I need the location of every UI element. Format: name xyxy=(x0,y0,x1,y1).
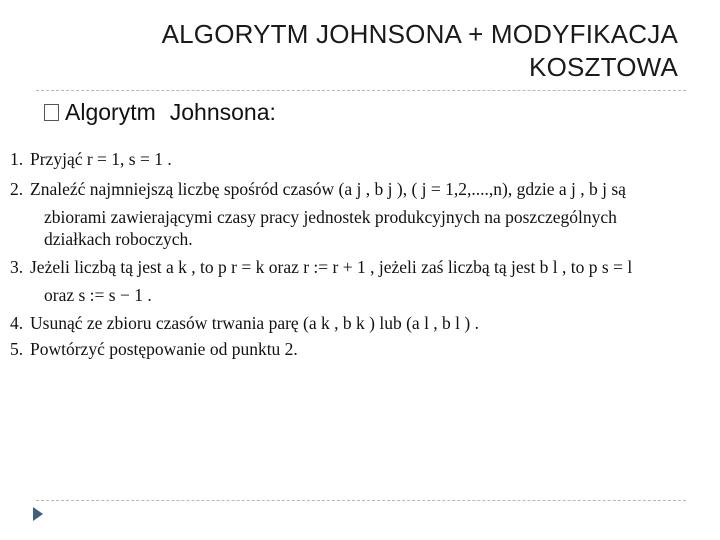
step-text: Powtórzyć postępowanie od punktu 2. xyxy=(30,339,298,359)
step-2-continuation-2 xyxy=(10,228,715,250)
step-text: Przyjąć r = 1, s = 1 . xyxy=(30,149,172,169)
step-text-continued: zbiorami zawierającymi czasy pracy jednostek produkcyjnych na poszczególnych xyxy=(44,207,617,227)
top-divider xyxy=(36,90,686,91)
step-text-continued: oraz s := s − 1 . xyxy=(44,285,152,305)
step-number: 5. xyxy=(10,339,24,359)
slide-title-line-2: KOSZTOWA xyxy=(529,52,678,82)
bullet-text-2: Johnsona: xyxy=(169,99,276,125)
step-text-continued: działkach roboczych. xyxy=(44,229,193,249)
step-number: 4. xyxy=(10,313,24,333)
bullet-heading xyxy=(44,99,276,126)
step-5 xyxy=(10,338,715,360)
step-1 xyxy=(10,148,715,170)
step-text: Znaleźć najmniejszą liczbę spośród czasów (a j , b j ), ( j = 1,2,....,n), gdzie a j , b j są xyxy=(30,179,626,199)
step-number: 2. xyxy=(10,179,24,199)
slide-title-line-1: ALGORYTM JOHNSONA + MODYFIKACJA xyxy=(161,19,678,49)
checkbox-bullet-icon xyxy=(44,104,59,121)
step-number: 3. xyxy=(10,257,24,277)
bottom-divider xyxy=(36,500,686,501)
algorithm-steps xyxy=(10,148,715,360)
step-text: Usunąć ze zbioru czasów trwania parę (a k , b k ) lub (a l , b l ) . xyxy=(30,313,479,333)
step-3 xyxy=(10,256,715,278)
step-text: Jeżeli liczbą tą jest a k , to p r = k oraz r := r + 1 , jeżeli zaś liczbą tą jest b l , to p s = l xyxy=(30,257,633,277)
slide-nav-arrow-icon xyxy=(33,507,43,521)
step-number: 1. xyxy=(10,149,24,169)
slide-title xyxy=(78,18,678,84)
step-2-continuation-1 xyxy=(10,206,715,228)
step-4 xyxy=(10,312,715,334)
step-2 xyxy=(10,178,715,200)
step-3-continuation xyxy=(10,284,715,306)
bullet-text: Algorytm xyxy=(65,99,156,125)
